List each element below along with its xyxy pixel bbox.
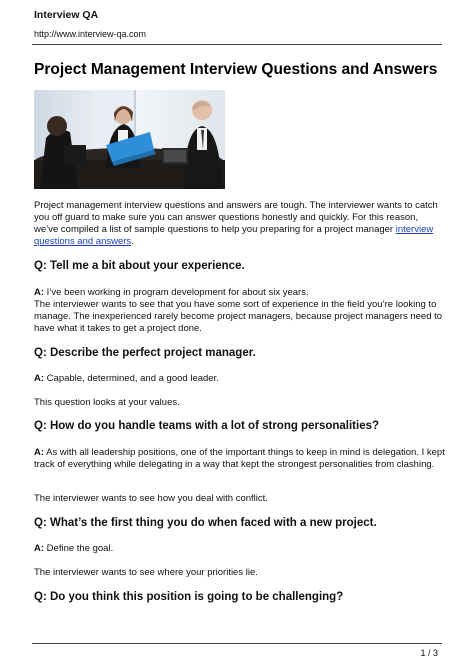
question-5-heading: Q: Do you think this position is going to be challenging?: [34, 591, 344, 603]
question-3-heading: Q: How do you handle teams with a lot of strong personalities?: [34, 420, 380, 432]
question-4-heading: Q: What’s the first thing you do when faced with a new project.: [34, 517, 377, 529]
header-divider: [32, 44, 442, 45]
note-4: The interviewer wants to see where your priorities lie.: [34, 567, 258, 578]
note-3: The interviewer wants to see how you deal with conflict.: [34, 493, 268, 504]
answer-4: A: Define the goal.: [34, 543, 114, 554]
intro-paragraph: Project management interview questions and answers are tough. The interviewer wants to catch you off guard to make sure you can answer questions honestly and quickly. For this reason, we’ve compiled a list of sample questions to help you preparing for a project manager interview questions and answers.: [34, 200, 438, 247]
footer-divider: [32, 643, 442, 644]
note-2: This question looks at your values.: [34, 397, 180, 408]
site-url[interactable]: http://www.interview-qa.com: [34, 29, 147, 39]
site-name: Interview QA: [34, 9, 99, 21]
answer-1: A: I’ve been working in program development for about six years. The interviewer wants to see that you have some sort of experience in the field you’re looking to manage. The inexperienced rarely become project managers, because project managers need to have what it takes to get a project done.: [34, 287, 443, 334]
page-title: Project Management Interview Questions and Answers: [34, 61, 438, 78]
interview-qa-link[interactable]: interview questions and answers: [34, 224, 434, 247]
question-1-heading: Q: Tell me a bit about your experience.: [34, 260, 245, 272]
question-2-heading: Q: Describe the perfect project manager.: [34, 347, 256, 359]
answer-3: A: As with all leadership positions, one of the important things to keep in mind is delegation. I kept track of everything while delegating in a way that kept the strongest personalities from clashing.: [34, 447, 445, 470]
answer-2: A: Capable, determined, and a good leader.: [34, 373, 219, 384]
page-number: 1 / 3: [420, 648, 438, 658]
interview-photo: [34, 90, 225, 189]
